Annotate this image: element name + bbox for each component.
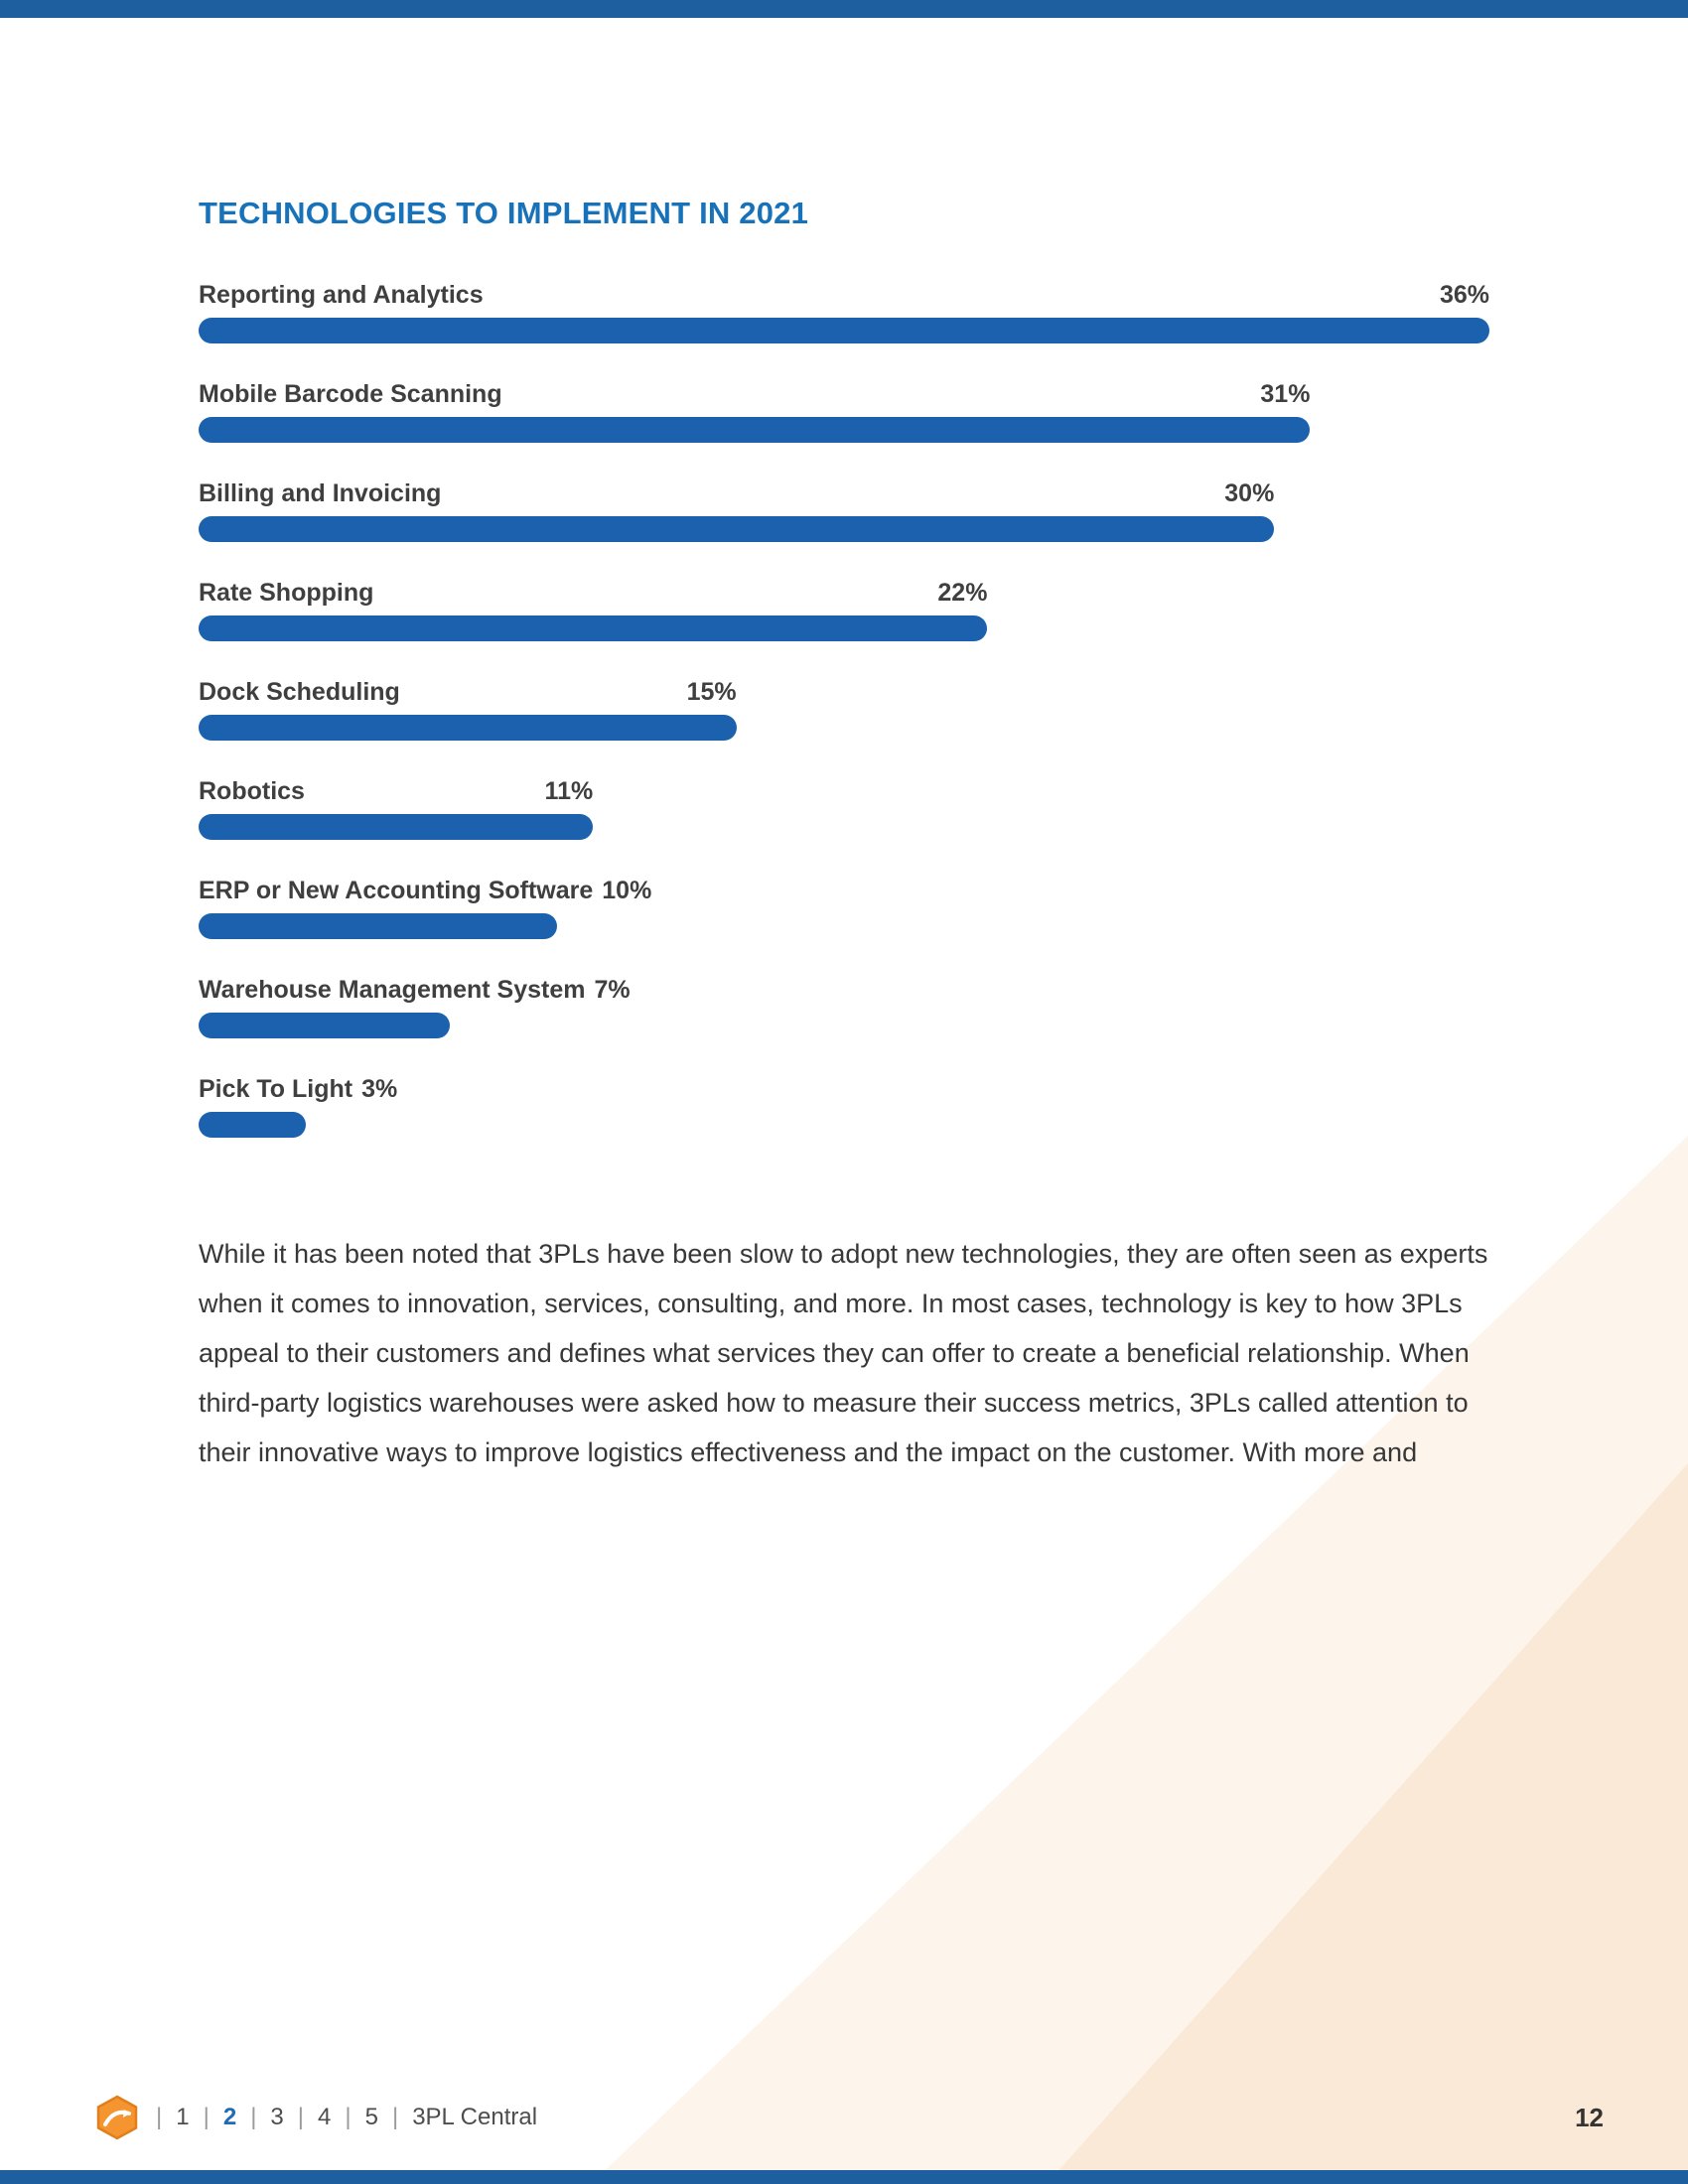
top-accent-bar xyxy=(0,0,1688,18)
chart-row xyxy=(199,973,1489,1038)
bar-label-line xyxy=(199,278,1489,312)
bar xyxy=(199,615,987,641)
bar-label-line xyxy=(199,477,1489,510)
chart-row xyxy=(199,377,1489,443)
chart-row xyxy=(199,278,1489,343)
bar-chart xyxy=(199,278,1489,1138)
bar-value-label: 7% xyxy=(594,976,631,1004)
bottom-accent-bar xyxy=(0,2170,1688,2184)
bar xyxy=(199,1112,306,1138)
bar-value-label: 31% xyxy=(1260,380,1311,408)
bar-category-label: Billing and Invoicing xyxy=(199,479,442,507)
chart-row xyxy=(199,576,1489,641)
page-number: 12 xyxy=(1575,2102,1604,2132)
bar-label-line xyxy=(199,576,1489,610)
bar-label-line xyxy=(199,973,1489,1007)
bar-category-label: Mobile Barcode Scanning xyxy=(199,380,502,408)
bar-category-label: Robotics xyxy=(199,777,305,805)
chart-row xyxy=(199,774,1489,840)
bar xyxy=(199,913,557,939)
bar-value-label: 22% xyxy=(937,579,988,607)
footer-separator: | xyxy=(297,2104,305,2130)
bar xyxy=(199,516,1274,542)
bar-value-label: 11% xyxy=(544,777,594,805)
footer-separator: | xyxy=(250,2104,257,2130)
footer-brand: 3PL Central xyxy=(412,2104,538,2130)
bar xyxy=(199,715,737,741)
footer-separator: | xyxy=(391,2104,399,2130)
bar-label-line xyxy=(199,377,1489,411)
footer-page-3[interactable]: 3 xyxy=(270,2104,284,2130)
bar-label-line xyxy=(199,1072,1489,1106)
bar-category-label: Rate Shopping xyxy=(199,579,374,607)
chart-row xyxy=(199,1072,1489,1138)
bar-category-label: Pick To Light xyxy=(199,1075,353,1103)
bar xyxy=(199,318,1489,343)
bar xyxy=(199,814,593,840)
bar-category-label: Warehouse Management System xyxy=(199,976,586,1004)
bar-value-label: 36% xyxy=(1439,281,1489,309)
3pl-central-logo-icon xyxy=(94,2095,140,2140)
bar-label-line xyxy=(199,774,1489,808)
chart-row xyxy=(199,874,1489,939)
chart-title: TECHNOLOGIES TO IMPLEMENT IN 2021 xyxy=(199,196,809,230)
footer-page-4[interactable]: 4 xyxy=(318,2104,332,2130)
page-footer xyxy=(94,2090,1604,2145)
chart-row xyxy=(199,477,1489,542)
footer-separator: | xyxy=(203,2104,210,2130)
footer-separator: | xyxy=(345,2104,352,2130)
footer-page-1[interactable]: 1 xyxy=(176,2104,190,2130)
bar-label-line xyxy=(199,675,1489,709)
footer-separator: | xyxy=(156,2104,163,2130)
bar-category-label: ERP or New Accounting Software xyxy=(199,877,594,904)
bar-value-label: 15% xyxy=(686,678,737,706)
footer-pagination xyxy=(156,2104,537,2131)
body-paragraph: While it has been noted that 3PLs have been slow to adopt new technologies, they are often seen as experts when it comes to innovation, services, consulting, and more. In most cases, technology is key to how 3PLs appeal to their customers and defines what services they can offer to create a beneficial relationship. When third-party logistics warehouses were asked how to measure their success metrics, 3PLs called attention to their innovative ways to improve logistics effectiveness and the impact on the customer. With more and xyxy=(199,1239,1488,1467)
bar-value-label: 10% xyxy=(602,877,652,904)
bar-value-label: 30% xyxy=(1224,479,1275,507)
bar-chart-section xyxy=(199,194,1489,1171)
footer-page-2[interactable]: 2 xyxy=(222,2104,237,2130)
bar-value-label: 3% xyxy=(361,1075,398,1103)
bar xyxy=(199,417,1310,443)
bar-category-label: Dock Scheduling xyxy=(199,678,400,706)
bar-category-label: Reporting and Analytics xyxy=(199,281,484,309)
bar xyxy=(199,1013,450,1038)
footer-page-5[interactable]: 5 xyxy=(364,2104,378,2130)
chart-row xyxy=(199,675,1489,741)
bar-label-line xyxy=(199,874,1489,907)
